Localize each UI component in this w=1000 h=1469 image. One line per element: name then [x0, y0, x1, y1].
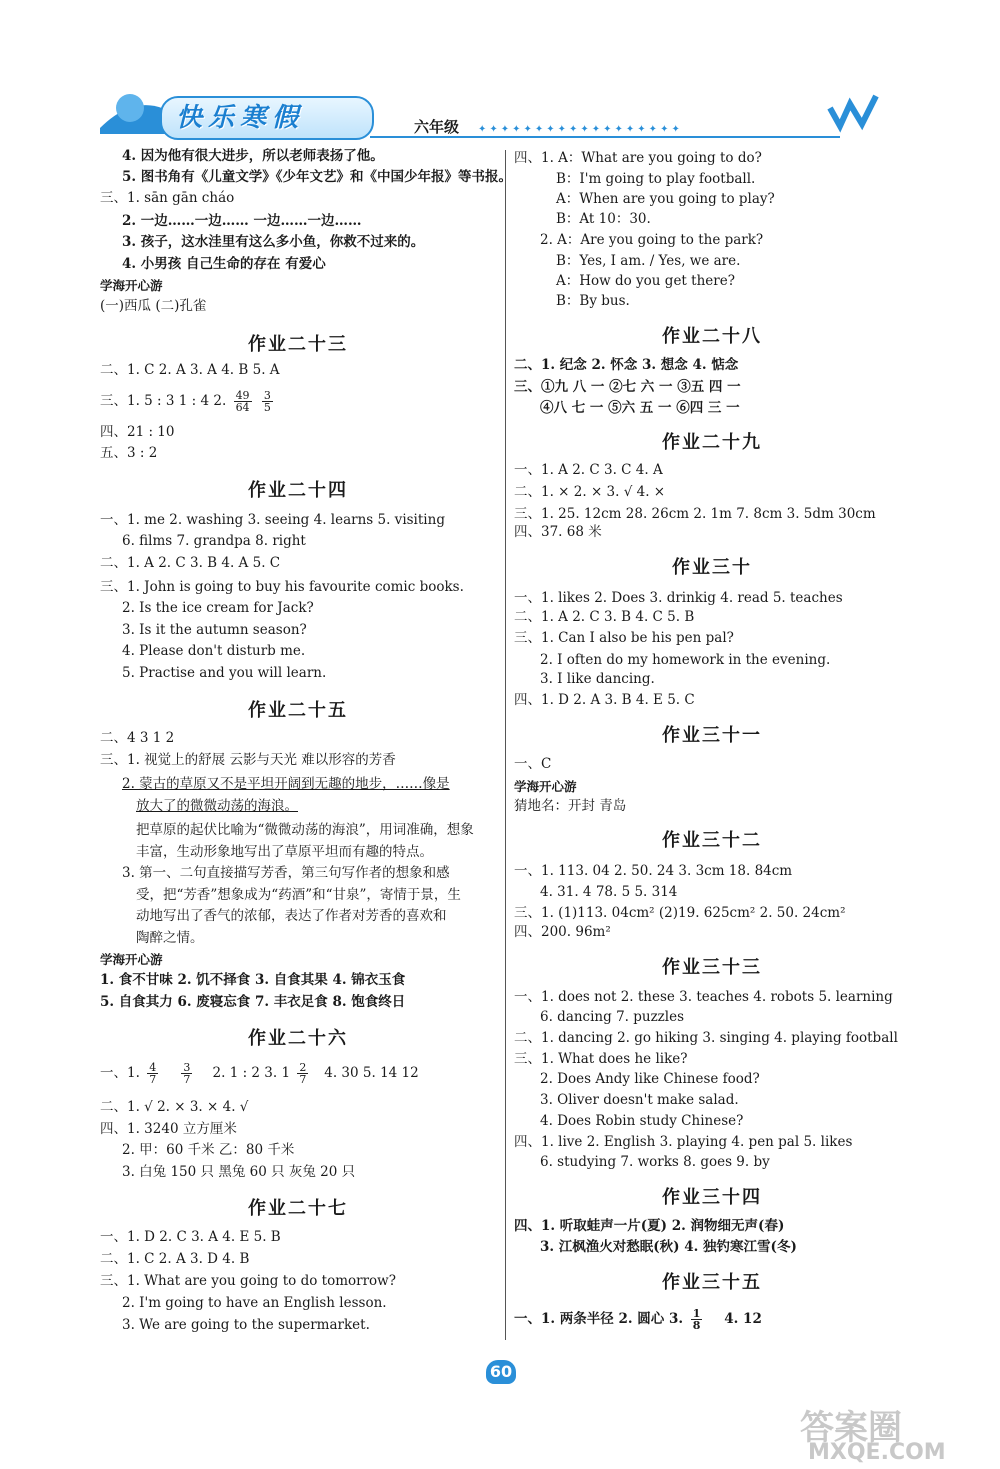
homework-title: 作业三十一 — [662, 725, 762, 746]
answer-text: 一、1. 两条半径 2. 圆心 3. — [514, 1311, 684, 1327]
answer-line: 二、4 3 1 2 — [100, 730, 175, 746]
answer-line: 三、1. (1)113. 04cm² (2)19. 625cm² 2. 50. 24cm² — [514, 905, 846, 921]
answer-line: 四、1. D 2. A 3. B 4. E 5. C — [514, 692, 695, 708]
answer-line: (一)西瓜 (二)孔雀 — [100, 298, 207, 314]
fraction: $\frac{3}{5}$ — [263, 389, 271, 414]
fraction: $\frac{4}{7}$ — [149, 1061, 157, 1086]
homework-title: 作业二十八 — [662, 326, 762, 347]
answer-line: 2. I'm going to have an English lesson. — [122, 1295, 387, 1311]
homework-title: 作业二十五 — [248, 700, 348, 721]
homework-title: 作业二十六 — [248, 1028, 348, 1049]
answer-line: 3. Oliver doesn't make salad. — [540, 1092, 739, 1108]
homework-title: 作业二十四 — [248, 480, 348, 501]
answer-text: 4. 12 — [724, 1311, 762, 1327]
fraction: $\frac{2}{7}$ — [299, 1061, 307, 1086]
answer-line: 三、1. sān gān cháo — [100, 190, 235, 206]
grade-label: 六年级 — [414, 118, 460, 136]
answer-line: B：At 10：30. — [556, 211, 651, 227]
watermark-logo: 答案圈 — [800, 1408, 902, 1448]
answer-line: 3. We are going to the supermarket. — [122, 1317, 370, 1333]
answer-line: 三、1. 视觉上的舒展 云影与天光 难以形容的芳香 — [100, 752, 396, 768]
answer-line: 三、1. What are you going to do tomorrow? — [100, 1273, 396, 1289]
fraction: $\frac{49}{64}$ — [235, 389, 250, 414]
answer-line: 四、1. 3240 立方厘米 — [100, 1121, 237, 1137]
answer-line: 丰富，生动形象地写出了草原平坦而有趣的特点。 — [136, 844, 433, 860]
answer-line: 把草原的起伏比喻为“微微动荡的海浪”，用词准确，想象 — [136, 822, 474, 838]
watermark-url: MXQE.COM — [808, 1440, 946, 1465]
answer-line: 2. Is the ice cream for Jack? — [122, 600, 314, 616]
answer-line: 三、1. Can I also be his pen pal? — [514, 630, 734, 646]
answer-line: 四、37. 68 米 — [514, 524, 602, 540]
answer-line: 放大了的微微动荡的海浪。 — [136, 798, 298, 814]
answer-line: 一、1. does not 2. these 3. teaches 4. robots 5. learning — [514, 989, 893, 1005]
answer-line: 一、1. likes 2. Does 3. drinkig 4. read 5. teaches — [514, 590, 843, 606]
answer-line: 2. A：Are you going to the park? — [540, 232, 764, 248]
answer-line: 5. 自食其力 6. 废寝忘食 7. 丰衣足食 8. 饱食终日 — [100, 994, 406, 1010]
answer-line: 四、1. live 2. English 3. playing 4. pen pal 5. likes — [514, 1134, 853, 1150]
answer-line: 3. Is it the autumn season? — [122, 622, 307, 638]
answer-line: 一、1. D 2. C 3. A 4. E 5. B — [100, 1229, 281, 1245]
homework-title: 作业三十 — [672, 557, 752, 578]
answer-line: 6. studying 7. works 8. goes 9. by — [540, 1154, 770, 1170]
section-label: 学海开心游 — [100, 278, 163, 293]
answer-line — [514, 1308, 762, 1331]
answer-line: 受，把“芳香”想象成为“药酒”和“甘泉”，寄情于景，生 — [136, 887, 461, 903]
answer-line: 2. 甲：60 千米 乙：80 千米 — [122, 1142, 295, 1158]
answer-line: 四、21 : 10 — [100, 424, 175, 440]
answer-text: 4. 30 5. 14 12 — [324, 1065, 419, 1081]
answer-line: B：I'm going to play football. — [556, 171, 756, 187]
answer-line: 3. 孩子，这水洼里有这么多小鱼，你救不过来的。 — [122, 234, 425, 250]
homework-title: 作业二十七 — [248, 1198, 348, 1219]
answer-line: 4. 31. 4 78. 5 5. 314 — [540, 884, 678, 900]
answer-line — [100, 1062, 419, 1085]
answer-line: B：Yes, I am. / Yes, we are. — [556, 253, 741, 269]
answer-line: 二、1. √ 2. × 3. × 4. √ — [100, 1099, 249, 1115]
answer-line: 二、1. C 2. A 3. D 4. B — [100, 1251, 250, 1267]
answer-line: 1. 食不甘味 2. 饥不择食 3. 自食其果 4. 锦衣玉食 — [100, 972, 406, 988]
answer-line: ④八 七 一 ⑤六 五 一 ⑥四 三 一 — [540, 400, 740, 416]
answer-line: B：By bus. — [556, 293, 630, 309]
answer-line: 三、1. John is going to buy his favourite comic books. — [100, 579, 464, 595]
answer-line: 一、1. 113. 04 2. 50. 24 3. 3cm 18. 84cm — [514, 863, 793, 879]
answer-line: A：When are you going to play? — [556, 191, 775, 207]
section-label: 学海开心游 — [100, 952, 163, 967]
answer-line: 3. I like dancing. — [540, 671, 655, 687]
page-number: 60 — [486, 1360, 516, 1384]
homework-title: 作业三十二 — [662, 830, 762, 851]
answer-line: 二、1. dancing 2. go hiking 3. singing 4. playing football — [514, 1030, 898, 1046]
answer-line: 4. Does Robin study Chinese? — [540, 1113, 744, 1129]
answer-line: 二、1. 纪念 2. 怀念 3. 想念 4. 惦念 — [514, 357, 739, 373]
answer-line: 猜地名：开封 青岛 — [514, 798, 627, 814]
answer-line: 五、3 : 2 — [100, 445, 158, 461]
answer-line: 3. 江枫渔火对愁眠(秋) 4. 独钓寒江雪(冬) — [540, 1239, 797, 1255]
answer-line: 6. films 7. grandpa 8. right — [122, 533, 306, 549]
homework-title: 作业二十三 — [248, 334, 348, 355]
answer-line: 2. 蒙古的草原又不是平坦开阔到无趣的地步，……像是 — [122, 776, 450, 792]
answer-text: 一、1. — [100, 1065, 140, 1081]
answer-line: 5. Practise and you will learn. — [122, 665, 327, 681]
logo-title: 快乐寒假 — [176, 103, 305, 133]
answer-line: 4. 小男孩 自己生命的存在 有爱心 — [122, 256, 326, 272]
answer-line: 6. dancing 7. puzzles — [540, 1009, 685, 1025]
homework-title: 作业三十三 — [662, 957, 762, 978]
answer-line: 二、1. A 2. C 3. B 4. C 5. B — [514, 609, 695, 625]
answer-line: 4. 因为他有很大进步，所以老师表扬了他。 — [122, 148, 384, 164]
answer-line: 5. 图书角有《儿童文学》《少年文艺》和《中国少年报》等书报。 — [122, 169, 513, 185]
star-decoration: ✦✦✦✦✦✦✦✦✦✦✦✦✦✦✦✦✦✦ — [478, 124, 683, 135]
answer-line: 2. I often do my homework in the evening. — [540, 652, 831, 668]
answer-line: 3. 第一、二句直接描写芳香，第三句写作者的想象和感 — [122, 865, 450, 881]
answer-line: 二、1. A 2. C 3. B 4. A 5. C — [100, 555, 281, 571]
answer-line: 三、1. What does he like? — [514, 1051, 688, 1067]
fraction: $\frac{1}{8}$ — [692, 1307, 701, 1332]
answer-line: 2. Does Andy like Chinese food? — [540, 1071, 760, 1087]
homework-title: 作业二十九 — [662, 432, 762, 453]
header-rule — [370, 136, 840, 138]
answer-line: 3. 白兔 150 只 黑兔 60 只 灰兔 20 只 — [122, 1164, 356, 1180]
answer-line: 一、C — [514, 756, 552, 772]
answer-line: 二、1. C 2. A 3. A 4. B 5. A — [100, 362, 280, 378]
answer-line: 动地写出了香气的浓郁，表达了作者对芳香的喜欢和 — [136, 908, 447, 924]
answer-line — [100, 390, 276, 413]
answer-line: 陶醉之情。 — [136, 930, 204, 946]
answer-line: 三、1. 25. 12cm 28. 26cm 2. 1m 7. 8cm 3. 5dm 30cm — [514, 506, 876, 522]
answer-line: 二、1. × 2. × 3. √ 4. × — [514, 484, 666, 500]
answer-line: 一、1. A 2. C 3. C 4. A — [514, 462, 663, 478]
homework-title: 作业三十四 — [662, 1187, 762, 1208]
answer-line: 2. 一边……一边…… 一边……一边…… — [122, 213, 362, 229]
section-label: 学海开心游 — [514, 779, 577, 794]
answer-line: 一、1. me 2. washing 3. seeing 4. learns 5. visiting — [100, 512, 445, 528]
fraction: $\frac{3}{7}$ — [183, 1061, 191, 1086]
answer-line: 四、1. 听取蛙声一片(夏) 2. 润物细无声(春) — [514, 1218, 785, 1234]
homework-title: 作业三十五 — [662, 1272, 762, 1293]
column-divider — [505, 150, 506, 1340]
answer-text: 三、1. 5 : 3 1 : 4 2. — [100, 393, 227, 409]
answer-text: 2. 1 : 2 3. 1 — [212, 1065, 291, 1081]
answer-line: A：How do you get there? — [556, 273, 735, 289]
answer-line: 四、1. A：What are you going to do? — [514, 150, 762, 166]
answer-line: 四、200. 96m² — [514, 924, 611, 940]
answer-line: 4. Please don't disturb me. — [122, 643, 306, 659]
answer-line: 三、①九 八 一 ②七 六 一 ③五 四 一 — [514, 379, 741, 395]
